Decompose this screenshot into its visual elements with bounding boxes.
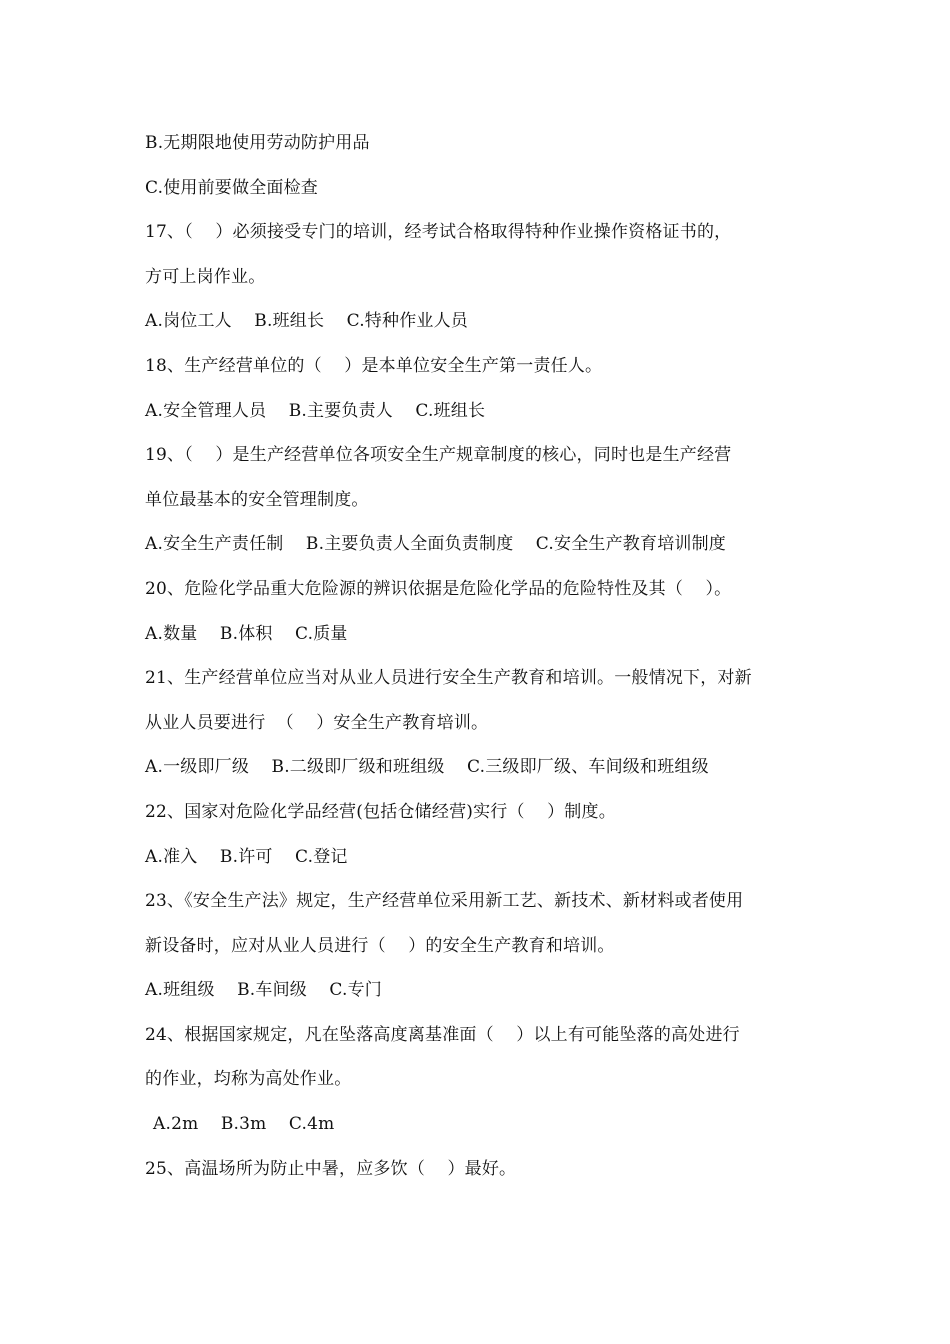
- question-23-options: A.班组级 B.车间级 C.专门: [145, 980, 383, 1001]
- question-21-continued: 从业人员要进行 （ ）安全生产教育培训。: [145, 712, 489, 733]
- question-19-options: A.安全生产责任制 B.主要负责人全面负责制度 C.安全生产教育培训制度: [145, 534, 727, 555]
- question-19-continued: 单位最基本的安全管理制度。: [145, 489, 369, 510]
- question-19: 19、（ ）是生产经营单位各项安全生产规章制度的核心，同时也是生产经营: [145, 445, 732, 466]
- question-24: 24、根据国家规定，凡在坠落高度离基准面（ ）以上有可能坠落的高处进行: [145, 1024, 740, 1045]
- question-24-options: A.2m B.3m C.4m: [153, 1114, 335, 1135]
- question-20: 20、危险化学品重大危险源的辨识依据是危险化学品的危险特性及其（ ）。: [145, 578, 732, 599]
- question-text-block: [145, 126, 815, 1196]
- question-20-options: A.数量 B.体积 C.质量: [145, 623, 348, 644]
- option-line: C.使用前要做全面检查: [145, 177, 319, 198]
- question-21-options: A.一级即厂级 B.二级即厂级和班组级 C.三级即厂级、车间级和班组级: [145, 757, 709, 778]
- question-22: 22、国家对危险化学品经营(包括仓储经营)实行（ ）制度。: [145, 801, 616, 822]
- question-21: 21、生产经营单位应当对从业人员进行安全生产教育和培训。一般情况下，对新: [145, 668, 752, 689]
- question-17-continued: 方可上岗作业。: [145, 266, 266, 287]
- option-line: B.无期限地使用劳动防护用品: [145, 133, 370, 153]
- question-17-options: A.岗位工人 B.班组长 C.特种作业人员: [145, 311, 469, 332]
- question-17: 17、（ ）必须接受专门的培训，经考试合格取得特种作业操作资格证书的，: [145, 222, 732, 243]
- question-25: 25、高温场所为防止中暑，应多饮（ ）最好。: [145, 1158, 517, 1179]
- question-23-continued: 新设备时，应对从业人员进行（ ）的安全生产教育和培训。: [145, 935, 615, 956]
- question-18-options: A.安全管理人员 B.主要负责人 C.班组长: [145, 400, 486, 421]
- question-22-options: A.准入 B.许可 C.登记: [145, 846, 348, 867]
- question-23: 23、《安全生产法》规定，生产经营单位采用新工艺、新技术、新材料或者使用: [145, 891, 744, 912]
- question-24-continued: 的作业，均称为高处作业。: [145, 1069, 352, 1090]
- question-18: 18、生产经营单位的（ ）是本单位安全生产第一责任人。: [145, 355, 603, 376]
